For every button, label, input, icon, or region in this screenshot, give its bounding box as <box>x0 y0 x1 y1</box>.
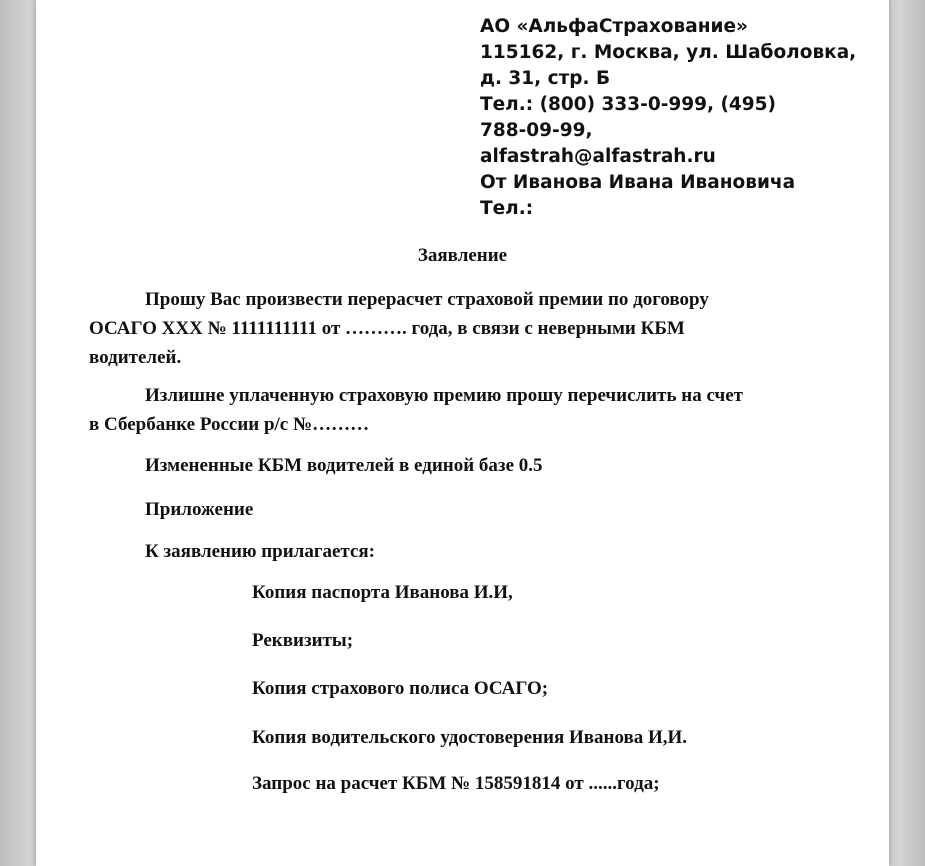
attachment-item-policy: Копия страхового полиса ОСАГО; <box>252 678 549 699</box>
addressee-phone-continued: 788-09-99, <box>480 120 593 141</box>
attachment-item-kbm-request: Запрос на расчет КБМ № 158591814 от ......года; <box>252 773 660 794</box>
document-title: Заявление <box>417 245 508 266</box>
paragraph-1-line-3: водителей. <box>89 347 182 368</box>
paragraph-2-line-2: в Сбербанке России р/с №……… <box>89 414 370 435</box>
paragraph-3: Измененные КБМ водителей в единой базе 0.5 <box>145 455 543 476</box>
sender-name: От Иванова Ивана Ивановича <box>480 172 796 193</box>
addressee-address-building: д. 31, стр. Б <box>480 68 611 89</box>
appendix-intro: К заявлению прилагается: <box>145 541 375 562</box>
attachment-item-license: Копия водительского удостоверения Иванова И,И. <box>252 727 688 748</box>
addressee-phone-line: Тел.: (800) 333-0-999, (495) <box>480 94 777 115</box>
addressee-email: alfastrah@alfastrah.ru <box>480 146 716 167</box>
paragraph-1-line-2: ОСАГО ХХХ № 1111111111 от ………. года, в связи с неверными КБМ <box>89 318 685 339</box>
attachment-item-requisites: Реквизиты; <box>252 630 354 651</box>
paragraph-2-line-1: Излишне уплаченную страховую премию прошу перечислить на счет <box>145 385 743 406</box>
attachment-item-passport: Копия паспорта Иванова И.И, <box>252 582 513 603</box>
addressee-address-line: 115162, г. Москва, ул. Шаболовка, <box>480 42 857 63</box>
addressee-block <box>480 14 856 222</box>
paragraph-1-line-1: Прошу Вас произвести перерасчет страховой премии по договору <box>145 289 709 310</box>
appendix-heading: Приложение <box>145 499 254 520</box>
document-page <box>36 0 889 866</box>
addressee-company: АО «АльфаСтрахование» <box>480 16 748 37</box>
sender-phone: Тел.: <box>480 198 534 219</box>
